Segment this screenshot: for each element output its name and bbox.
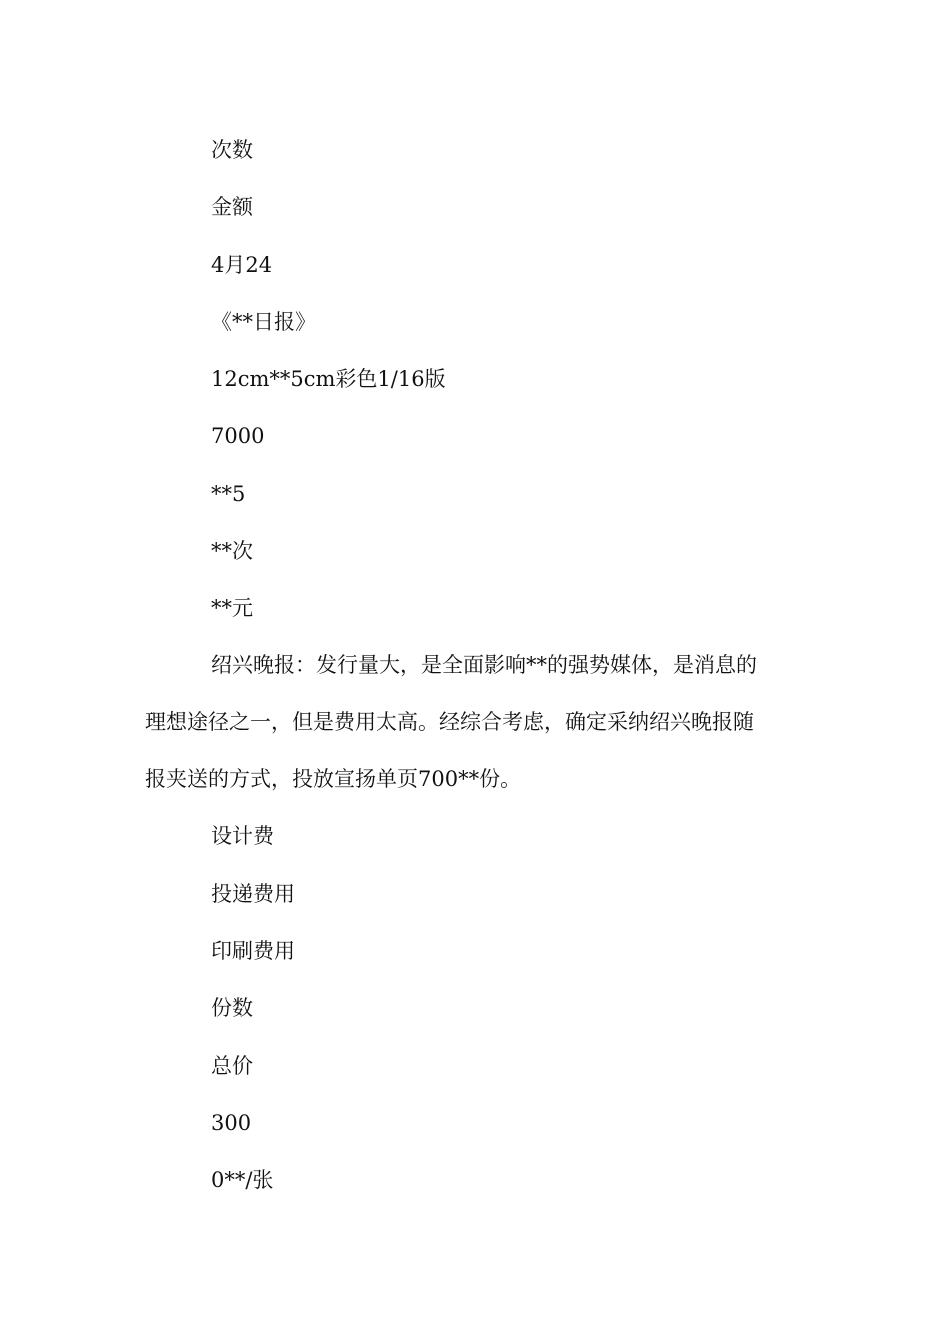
text-line: 7000 xyxy=(211,424,265,448)
text-line: 0**/张 xyxy=(211,1168,274,1192)
text-line: **5 xyxy=(211,482,246,506)
text-line: 设计费 xyxy=(211,824,274,848)
paragraph-line: 报夹送的方式，投放宣扬单页700**份。 xyxy=(145,767,522,791)
text-line: 总价 xyxy=(211,1054,253,1078)
text-line: **次 xyxy=(211,539,253,563)
text-line: 300 xyxy=(211,1111,252,1135)
text-line: 投递费用 xyxy=(211,882,295,906)
text-line: 印刷费用 xyxy=(211,939,295,963)
text-line: 次数 xyxy=(211,138,253,162)
text-line: 4月24 xyxy=(211,253,273,277)
text-line: 金额 xyxy=(211,195,253,219)
text-line: 《**日报》 xyxy=(211,310,316,334)
text-line: 12cm**5cm彩色1/16版 xyxy=(211,367,446,391)
paragraph-line: 理想途径之一，但是费用太高。经综合考虑，确定采纳绍兴晚报随 xyxy=(145,710,754,734)
text-line: 份数 xyxy=(211,996,253,1020)
text-line: **元 xyxy=(211,596,253,620)
paragraph-line: 绍兴晚报：发行量大，是全面影响**的强势媒体，是消息的 xyxy=(211,653,757,677)
